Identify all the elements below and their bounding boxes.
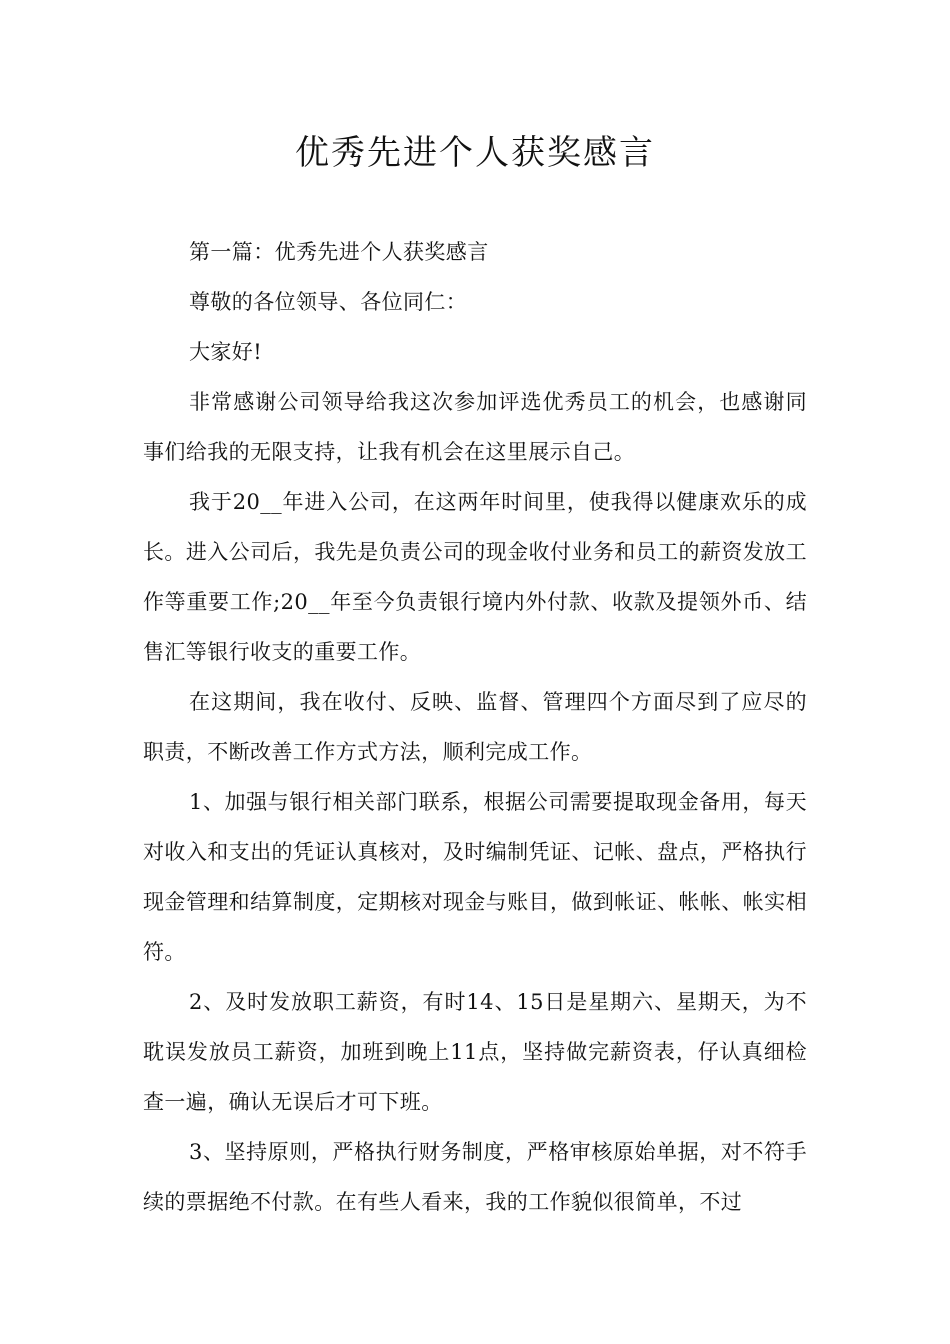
document-body — [143, 227, 807, 1227]
paragraph-heading: 第一篇：优秀先进个人获奖感言 — [189, 240, 489, 264]
paragraph-thanks: 非常感谢公司领导给我这次参加评选优秀员工的机会，也感谢同事们给我的无限支持，让我有机会在这里展示自己。 — [143, 390, 807, 464]
paragraph-salutation: 尊敬的各位领导、各位同仁： — [189, 290, 468, 314]
paragraph-item-1: 1、加强与银行相关部门联系，根据公司需要提取现金备用，每天对收入和支出的凭证认真核对，及时编制凭证、记帐、盘点，严格执行现金管理和结算制度，定期核对现金与账目，做到帐证、帐帐、帐实相符。 — [143, 790, 807, 964]
paragraph-duties: 在这期间，我在收付、反映、监督、管理四个方面尽到了应尽的职责，不断改善工作方式方法，顺利完成工作。 — [143, 690, 807, 764]
paragraph-item-2: 2、及时发放职工薪资，有时14、15日是星期六、星期天，为不耽误发放员工薪资，加班到晚上11点，坚持做完薪资表，仔认真细检查一遍，确认无误后才可下班。 — [143, 990, 807, 1114]
paragraph-item-3: 3、坚持原则，严格执行财务制度，严格审核原始单据，对不符手续的票据绝不付款。在有些人看来，我的工作貌似很简单，不过 — [143, 1140, 807, 1214]
document-title: 优秀先进个人获奖感言 — [295, 133, 655, 173]
paragraph-career: 我于20__年进入公司，在这两年时间里，使我得以健康欢乐的成长。进入公司后，我先是负责公司的现金收付业务和员工的薪资发放工作等重要工作;20__年至今负责银行境内外付款、收款及提领外币、结售汇等银行收支的重要工作。 — [143, 490, 807, 664]
paragraph-greeting: 大家好! — [189, 340, 263, 364]
